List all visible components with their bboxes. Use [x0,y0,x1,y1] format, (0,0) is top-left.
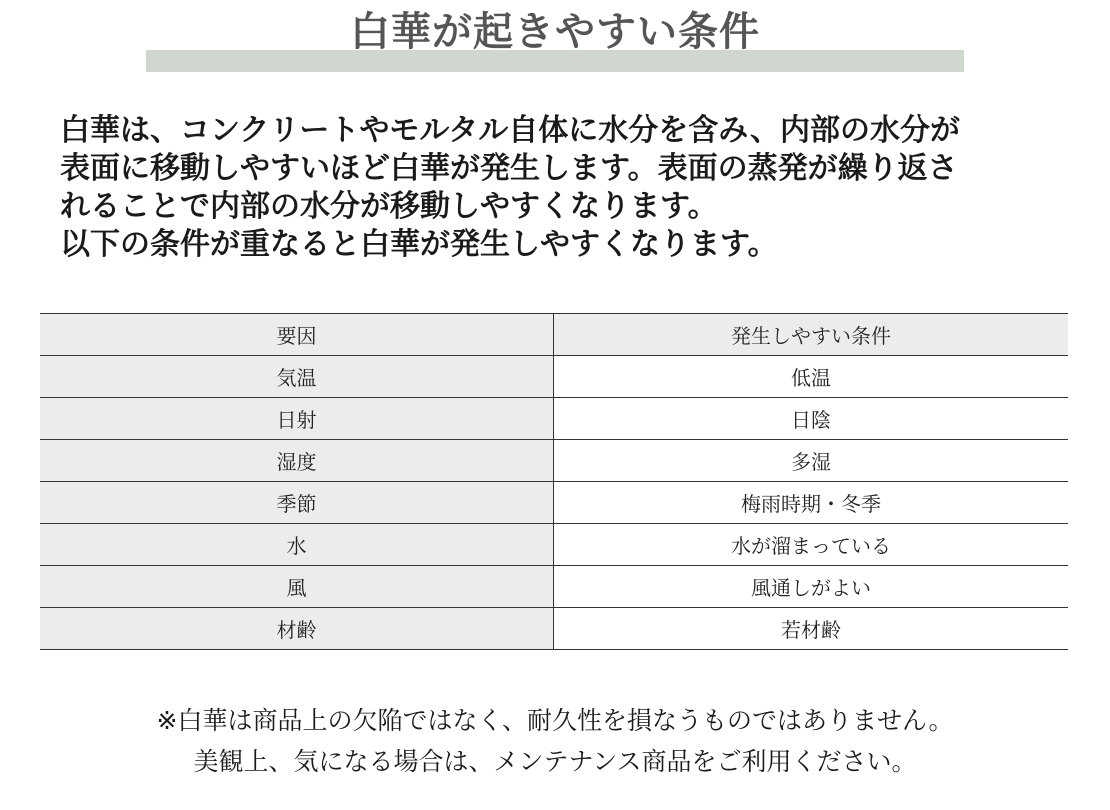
condition-cell: 多湿 [554,440,1069,482]
conditions-table [40,313,1068,650]
title-section [0,0,1110,80]
table-row [40,566,1068,608]
note-line: 美観上、気になる場合は、メンテナンス商品をご利用ください。 [193,747,917,776]
factor-cell: 風 [40,566,554,608]
table-row [40,398,1068,440]
intro-line: れることで内部の水分が移動しやすくなります。 [60,189,718,224]
intro-line: 表面に移動しやすいほど白華が発生します。表面の蒸発が繰り返さ [60,151,958,186]
condition-cell: 日陰 [554,398,1069,440]
note-line: ※白華は商品上の欠陥ではなく、耐久性を損なうものではありません。 [156,706,954,735]
factor-cell: 気温 [40,356,554,398]
intro-paragraph [60,112,1070,264]
condition-cell: 風通しがよい [554,566,1069,608]
factor-cell: 湿度 [40,440,554,482]
table-row [40,608,1068,650]
table-row [40,482,1068,524]
factor-cell: 日射 [40,398,554,440]
condition-cell: 梅雨時期・冬季 [554,482,1069,524]
condition-cell: 低温 [554,356,1069,398]
table-header-row [40,314,1068,356]
page-title: 白華が起きやすい条件 [350,9,760,55]
table-row [40,440,1068,482]
factor-cell: 水 [40,524,554,566]
intro-line: 白華は、コンクリートやモルタル自体に水分を含み、内部の水分が [60,113,960,148]
column-header-condition: 発生しやすい条件 [554,314,1069,356]
intro-line: 以下の条件が重なると白華が発生しやすくなります。 [60,227,778,262]
disclaimer-notes [0,700,1110,782]
condition-cell: 若材齢 [554,608,1069,650]
table-row [40,524,1068,566]
factor-cell: 材齢 [40,608,554,650]
condition-cell: 水が溜まっている [554,524,1069,566]
factor-cell: 季節 [40,482,554,524]
table-row [40,356,1068,398]
column-header-factor: 要因 [40,314,554,356]
